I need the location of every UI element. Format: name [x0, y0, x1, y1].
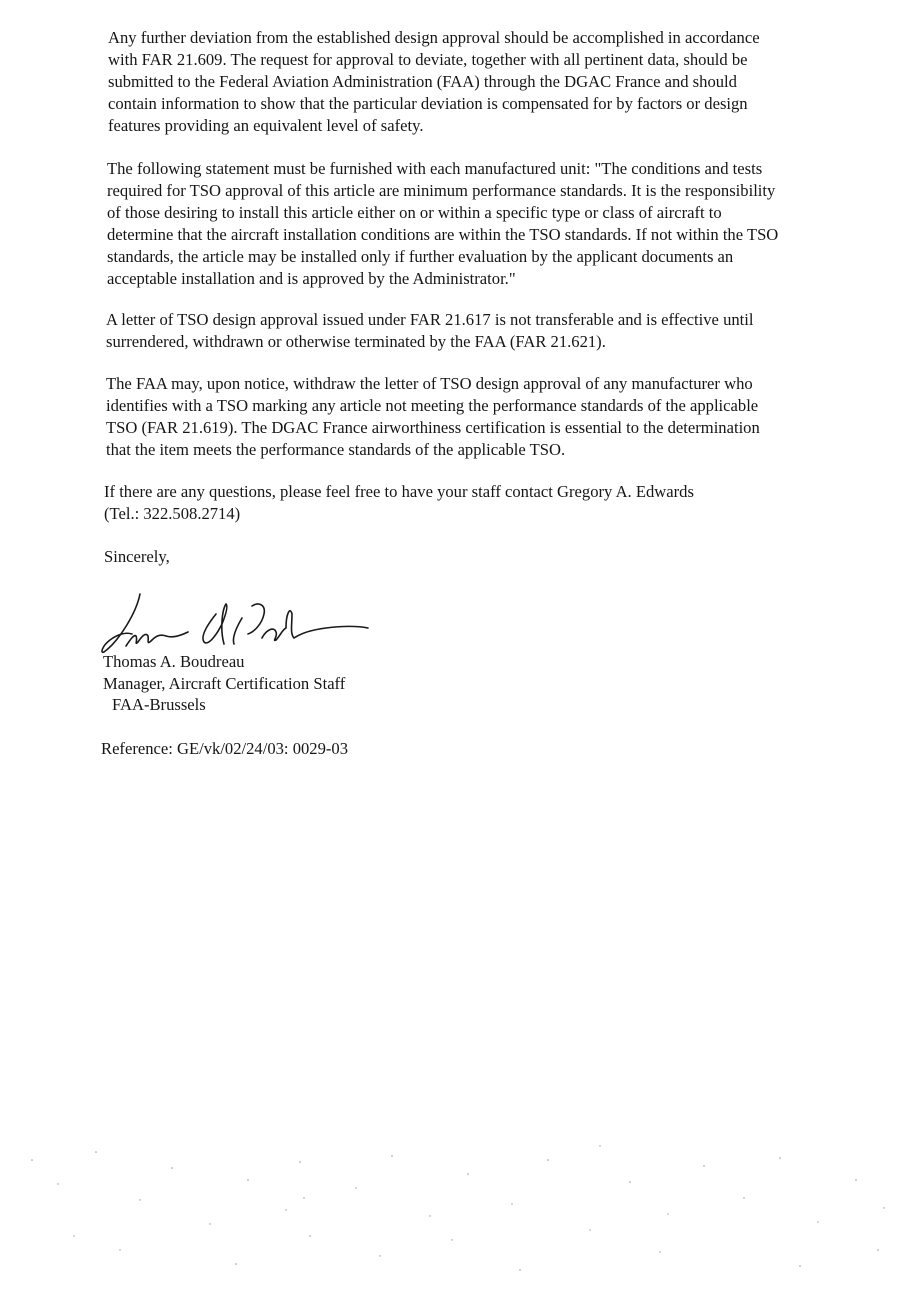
paragraph-line: features providing an equivalent level of safety.	[108, 116, 424, 135]
paragraph-line: required for TSO approval of this article are minimum performance standards. It is the responsibility	[107, 181, 776, 200]
reference-line: Reference: GE/vk/02/24/03: 0029-03	[101, 739, 349, 758]
paragraph-line: The FAA may, upon notice, withdraw the letter of TSO design approval of any manufacturer who	[106, 374, 753, 393]
paragraph-line: identifies with a TSO marking any article not meeting the performance standards of the applicable	[106, 396, 759, 415]
paragraph-withdrawal	[106, 373, 760, 461]
paragraph-line: surrendered, withdrawn or otherwise terminated by the FAA (FAR 21.621).	[106, 332, 606, 351]
paragraph-line: with FAR 21.609. The request for approval to deviate, together with all pertinent data, should be	[108, 50, 748, 69]
paragraph-line: If there are any questions, please feel free to have your staff contact Gregory A. Edwards	[104, 482, 694, 501]
closing-salutation: Sincerely,	[104, 547, 170, 566]
paragraph-line: acceptable installation and is approved by the Administrator."	[107, 269, 516, 288]
paragraph-deviation	[108, 27, 760, 137]
paragraph-line: (Tel.: 322.508.2714)	[104, 504, 241, 523]
signer-title: Manager, Aircraft Certification Staff	[103, 674, 346, 693]
scan-noise-speckles	[0, 1140, 908, 1290]
paragraph-line: contain information to show that the particular deviation is compensated for by factors or design	[108, 94, 748, 113]
paragraph-line: Any further deviation from the established design approval should be accomplished in accordance	[108, 28, 760, 47]
paragraph-statement	[107, 158, 778, 290]
paragraph-line: The following statement must be furnished with each manufactured unit: "The conditions and tests	[107, 159, 763, 178]
paragraph-line: that the item meets the performance standards of the applicable TSO.	[106, 440, 566, 459]
signer-office: FAA-Brussels	[112, 695, 206, 714]
paragraph-line: submitted to the Federal Aviation Administration (FAA) through the DGAC France and should	[108, 72, 737, 91]
paragraph-line: standards, the article may be installed only if further evaluation by the applicant documents an	[107, 247, 734, 266]
paragraph-line: determine that the aircraft installation conditions are within the TSO standards. If not within the TSO	[107, 225, 779, 244]
signer-name: Thomas A. Boudreau	[103, 652, 245, 671]
paragraph-line: TSO (FAR 21.619). The DGAC France airworthiness certification is essential to the determination	[106, 418, 760, 437]
paragraph-contact	[104, 481, 694, 525]
paragraph-transferability	[106, 309, 754, 353]
paragraph-line: of those desiring to install this article either on or within a specific type or class of aircraft to	[107, 203, 722, 222]
paragraph-line: A letter of TSO design approval issued under FAR 21.617 is not transferable and is effective until	[106, 310, 754, 329]
